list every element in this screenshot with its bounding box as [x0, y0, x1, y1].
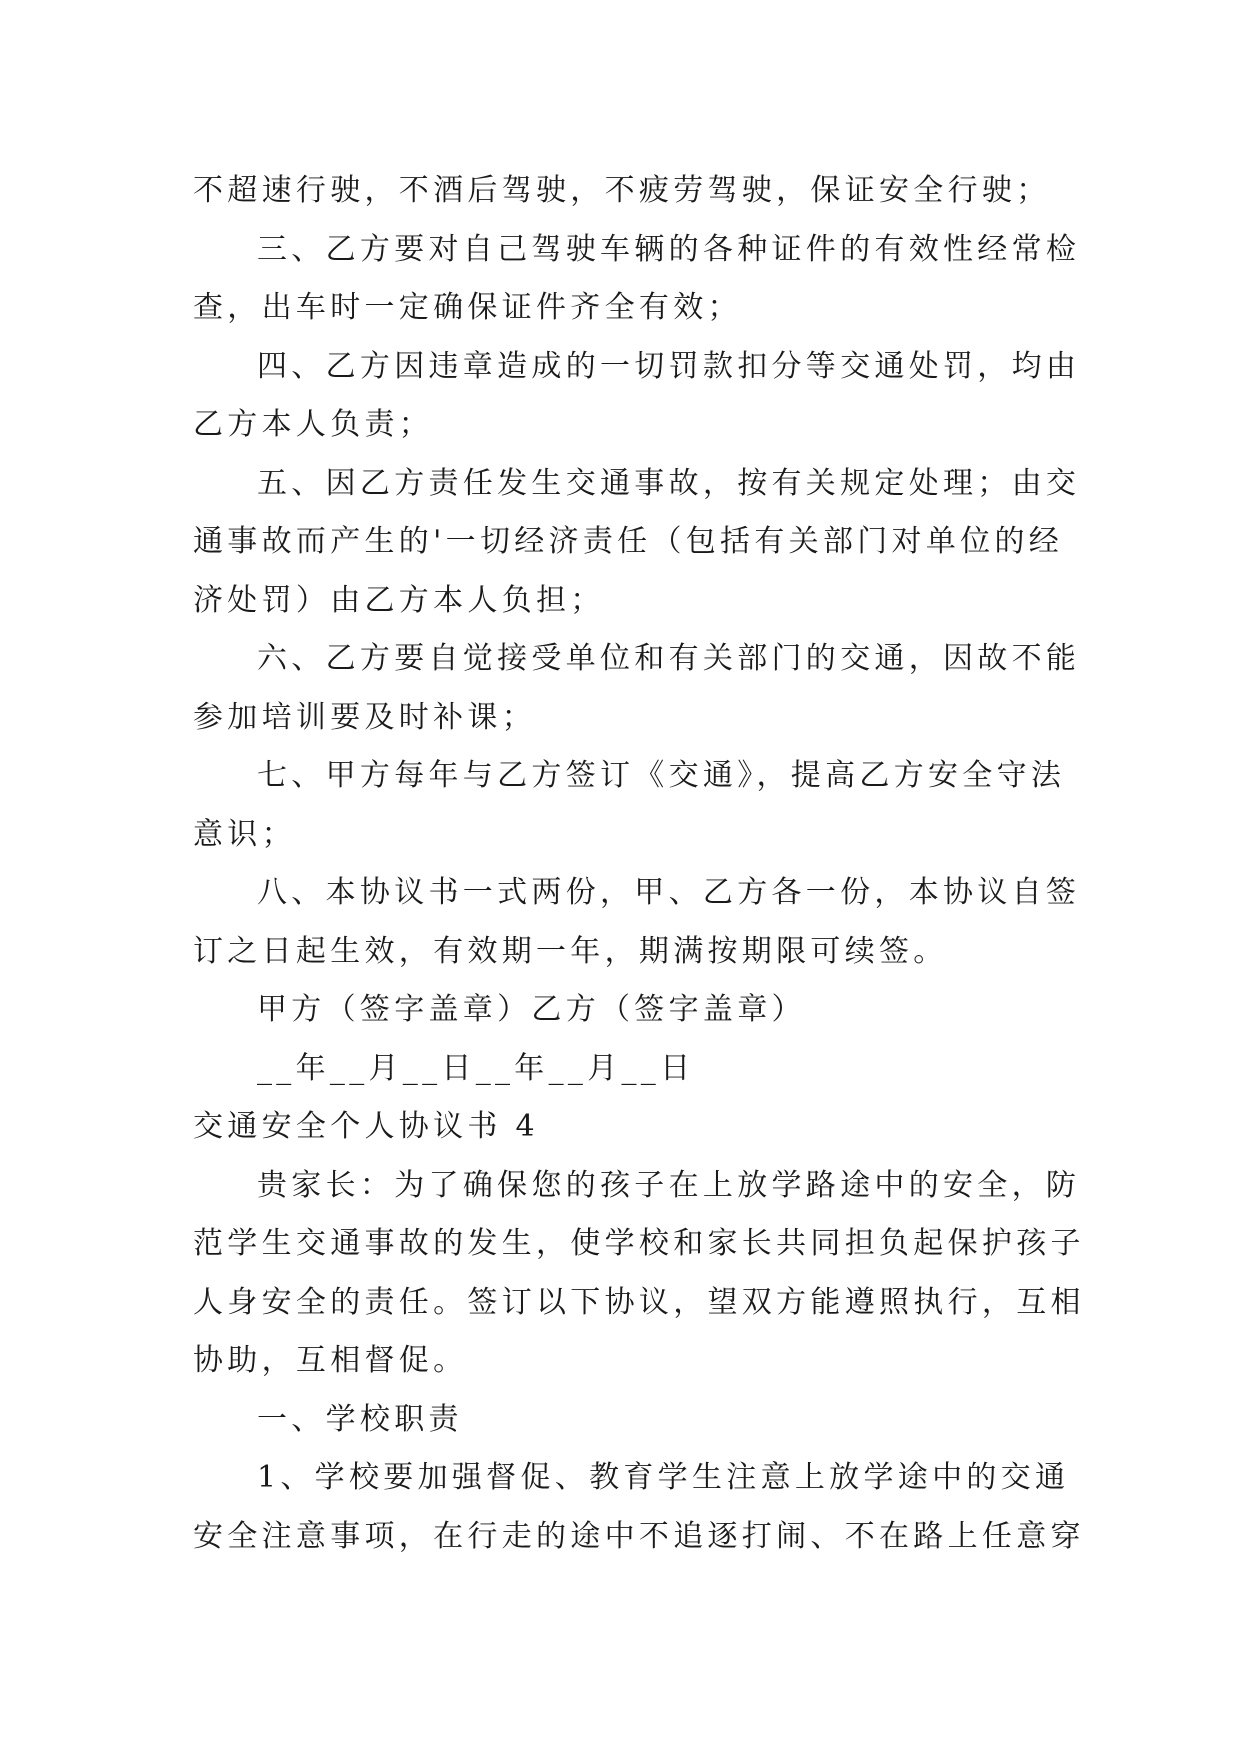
text-line: 不超速行驶，不酒后驾驶，不疲劳驾驶，保证安全行驶；	[193, 173, 1051, 208]
document-body	[193, 162, 1085, 1566]
section-heading: 交通安全个人协议书 4	[193, 1109, 539, 1144]
text-line: 五、因乙方责任发生交通事故，按有关规定处理；由交	[257, 465, 1081, 501]
text-line: 范学生交通事故的发生，使学校和家长共同担负起保护孩子	[193, 1226, 1085, 1261]
subsection-heading: 一、学校职责	[257, 1401, 463, 1437]
text-line: 安全注意事项，在行走的途中不追逐打闹、不在路上任意穿	[193, 1518, 1085, 1554]
text-line: 七、甲方每年与乙方签订《交通》，提高乙方安全守法	[257, 758, 1066, 793]
signature-line: 甲方（签字盖章）乙方（签字盖章）	[257, 992, 806, 1027]
date-line: __年__月__日__年__月__日	[257, 1050, 695, 1086]
text-line: 协助，互相督促。	[193, 1343, 468, 1378]
text-line: 八、本协议书一式两份，甲、乙方各一份，本协议自签	[257, 875, 1081, 910]
text-line: 六、乙方要自觉接受单位和有关部门的交通，因故不能	[257, 641, 1081, 676]
text-line: 人身安全的责任。签订以下协议，望双方能遵照执行，互相	[193, 1284, 1085, 1320]
text-line: 1、学校要加强督促、教育学生注意上放学途中的交通	[257, 1460, 1070, 1495]
text-line: 乙方本人负责；	[193, 407, 434, 442]
text-line: 通事故而产生的'一切经济责任（包括有关部门对单位的经	[193, 524, 1064, 559]
text-line: 济处罚）由乙方本人负担；	[193, 582, 605, 618]
text-line: 意识；	[193, 816, 296, 852]
text-line: 查，出车时一定确保证件齐全有效；	[193, 290, 742, 325]
text-line: 贵家长：为了确保您的孩子在上放学路途中的安全，防	[257, 1167, 1081, 1203]
text-line: 三、乙方要对自己驾驶车辆的各种证件的有效性经常检	[257, 231, 1081, 267]
text-line: 订之日起生效，有效期一年，期满按期限可续签。	[193, 933, 948, 969]
text-line: 四、乙方因违章造成的一切罚款扣分等交通处罚，均由	[257, 348, 1081, 384]
text-line: 参加培训要及时补课；	[193, 699, 536, 735]
